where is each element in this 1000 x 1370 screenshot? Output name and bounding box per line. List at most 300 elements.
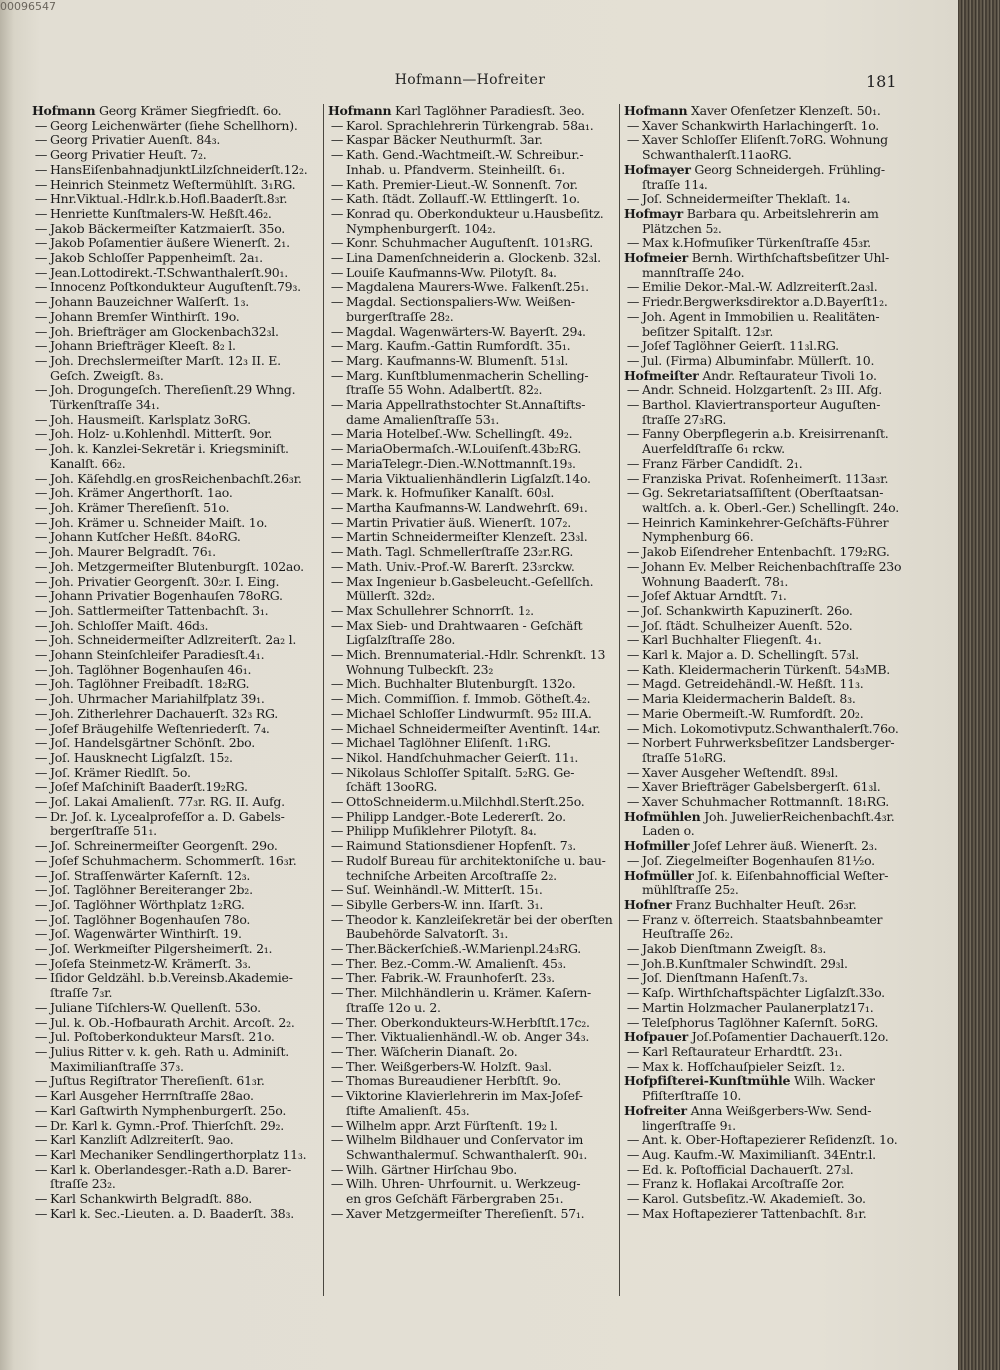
directory-entry [328, 207, 618, 222]
directory-entry [624, 545, 920, 560]
entry-text: Xaver Schuhmacher Rottmannſt. 18₁RG. [642, 795, 890, 810]
entry-text: OttoSchneiderm.u.Milchhdl.Sterſt.25o. [346, 795, 585, 810]
directory-entry [32, 722, 318, 737]
entry-text: Wilh. Wacker [793, 1074, 875, 1089]
ditto-dash: — [626, 471, 640, 486]
entry-text: Philipp Muſiklehrer Pilotyſt. 8₄. [346, 824, 537, 839]
ditto-dash: — [626, 1015, 640, 1030]
ditto-dash: — [626, 559, 640, 574]
directory-entry [32, 780, 318, 795]
entry-text: Aug. Kaufm.-W. Maximilianſt. 34Entr.l. [642, 1147, 876, 1162]
entry-text: Xaver Briefträger Gabelsbergerſt. 61₃l. [642, 780, 881, 795]
entry-text: Theodor k. Kanzleiſekretär bei der oberſten [346, 912, 613, 927]
directory-entry [624, 354, 920, 369]
directory-entry [32, 472, 318, 487]
directory-entry [624, 1016, 920, 1031]
ditto-dash: — [330, 574, 344, 589]
entry-text: Maria Hotelbeſ.-Ww. Schellingſt. 49₂. [346, 427, 573, 442]
entry-text: Georg Leichenwärter (ſiehe Schellhorn). [50, 118, 298, 133]
directory-entry [32, 560, 318, 575]
entry-continuation: bergerſtraſſe 51₁. [50, 824, 157, 839]
directory-entry [624, 589, 920, 604]
directory-entry [328, 1133, 618, 1148]
ditto-dash: — [626, 1192, 640, 1207]
directory-entry [328, 1177, 618, 1192]
ditto-dash: — [626, 795, 640, 810]
ditto-dash: — [626, 1147, 640, 1162]
ditto-dash: — [34, 795, 48, 810]
ditto-dash: — [34, 883, 48, 898]
running-title: Hofmann—Hofreiter [394, 72, 546, 88]
entry-text: Max Schullehrer Schnorrſt. 1₂. [346, 603, 534, 618]
entry-text: Franz k. Hoflakai Arcoſtraſſe 2or. [642, 1177, 845, 1192]
directory-entry [624, 1104, 920, 1119]
directory-entry [32, 663, 318, 678]
entry-text: Magdal. Sectionspaliers-Ww. Weißen- [346, 295, 575, 310]
entry-continuation: ſtraſſe 12o u. 2. [346, 1000, 441, 1015]
directory-entry [32, 339, 318, 354]
directory-entry [32, 589, 318, 604]
directory-entry [624, 516, 920, 531]
directory-entry [328, 604, 618, 619]
directory-entry [32, 854, 318, 869]
ditto-dash: — [626, 118, 640, 133]
ditto-dash: — [330, 1162, 344, 1177]
entry-text: Kath. ſtädt. Zollaufſ.-W. Ettlingerſt. 1o. [346, 192, 580, 207]
ditto-dash: — [626, 309, 640, 324]
entry-continuation: burgerſtraſſe 28₂. [346, 309, 454, 324]
entry-text: Emilie Dekor.-Mal.-W. Adlzreiterſt.2a₃l. [642, 280, 878, 295]
ditto-dash: — [34, 324, 48, 339]
entries-column-1 [32, 104, 318, 1300]
entry-text: Joh. Krämer Thereſienſt. 51o. [50, 500, 230, 515]
directory-entry [624, 971, 920, 986]
ditto-dash: — [34, 750, 48, 765]
entry-text: Max Hoftapezierer Tattenbachſt. 8₁r. [642, 1206, 867, 1221]
entry-text: Joſef Lehrer äuß. Wienerſt. 2₃. [693, 839, 878, 854]
ditto-dash: — [330, 706, 344, 721]
ditto-dash: — [626, 1177, 640, 1192]
ditto-dash: — [34, 721, 48, 736]
directory-entry [32, 1163, 318, 1178]
directory-entry [32, 486, 318, 501]
entry-text: Joſ. Wagenwärter Winthirſt. 19. [50, 927, 242, 942]
directory-entry [624, 810, 920, 825]
ditto-dash: — [626, 662, 640, 677]
ditto-dash: — [330, 736, 344, 751]
ditto-dash: — [34, 692, 48, 707]
entry-text: Henriette Kunſtmalers-W. Heßſt.46₂. [50, 206, 272, 221]
entry-text: Franz Buchhalter Heuſt. 26₃r. [675, 897, 857, 912]
ditto-dash: — [626, 280, 640, 295]
ditto-dash: — [330, 765, 344, 780]
entry-text: Martin Privatier äuß. Wienerſt. 107₂. [346, 515, 571, 530]
ditto-dash: — [626, 1162, 640, 1177]
directory-entry [32, 604, 318, 619]
directory-entry [624, 942, 920, 957]
ditto-dash: — [34, 221, 48, 236]
ditto-dash: — [626, 589, 640, 604]
directory-entry [328, 824, 618, 839]
directory-entry [328, 722, 618, 737]
ditto-dash: — [330, 853, 344, 868]
entry-text: Innocenz Poſtkondukteur Auguſtenſt.79₃. [50, 280, 301, 295]
ditto-dash: — [34, 1074, 48, 1089]
directory-entry [328, 839, 618, 854]
entry-text: Johann Bremſer Winthirſt. 19o. [50, 309, 240, 324]
directory-entry [624, 707, 920, 722]
entry-text: Raimund Stationsdiener Hopfenſt. 7₃. [346, 839, 576, 854]
directory-entry [624, 1045, 920, 1060]
ditto-dash: — [34, 442, 48, 457]
directory-entry [624, 986, 920, 1001]
ditto-dash: — [330, 456, 344, 471]
entry-continuation: Inhab. u. Pfandverm. Steinheilſt. 6₁. [346, 162, 565, 177]
entry-text: Johann Kutſcher Heßſt. 84oRG. [50, 530, 241, 545]
ditto-dash: — [330, 956, 344, 971]
ditto-dash: — [330, 398, 344, 413]
ditto-dash: — [34, 618, 48, 633]
ditto-dash: — [34, 1015, 48, 1030]
ditto-dash: — [34, 148, 48, 163]
entry-text: Johann Briefträger Kleeſt. 8₂ l. [50, 339, 236, 354]
directory-entry [328, 427, 618, 442]
ditto-dash: — [330, 1206, 344, 1221]
entry-text: Norbert Fuhrwerksbeſitzer Landsberger- [642, 736, 895, 751]
ditto-dash: — [626, 1206, 640, 1221]
ditto-dash: — [330, 883, 344, 898]
directory-entry [328, 516, 618, 531]
ditto-dash: — [330, 1015, 344, 1030]
ditto-dash: — [34, 912, 48, 927]
entry-text: Suſ. Weinhändl.-W. Mitterſt. 15₁. [346, 883, 543, 898]
entry-text: Karol. Gutsbeſitz.-W. Akademieſt. 3o. [642, 1192, 866, 1207]
entry-text: Jakob Dienſtmann Zweigſt. 8₃. [642, 942, 827, 957]
entry-text: Joh. Schloſſer Maiſt. 46d₃. [50, 618, 209, 633]
entry-text: Sibylle Gerbers-W. inn. Iſarſt. 3₁. [346, 897, 544, 912]
entry-text: Dr. Karl k. Gymn.-Prof. Thierſchſt. 29₂. [50, 1118, 284, 1133]
entry-text: Joſef Schuhmacherm. Schommerſt. 16₃r. [50, 853, 297, 868]
entry-text: Joh. JuwelierReichenbachſt.4₃r. [704, 809, 895, 824]
page-header [0, 72, 958, 96]
entry-continuation: Heuſtraſſe 26₂. [642, 927, 734, 942]
scan-id-label: 00096547 [0, 0, 56, 13]
entry-text: Marg. Kaufmanns-W. Blumenſt. 51₃l. [346, 353, 569, 368]
directory-entry [624, 766, 920, 781]
ditto-dash: — [626, 603, 640, 618]
column-rule [619, 104, 620, 1296]
directory-entry [624, 736, 920, 751]
ditto-dash: — [330, 324, 344, 339]
entry-text: Karl k. Major a. D. Schellingſt. 57₃l. [642, 648, 859, 663]
entry-text: Xaver Ausgeher Weſtendſt. 89₃l. [642, 765, 839, 780]
directory-entry [624, 1207, 920, 1222]
ditto-dash: — [34, 809, 48, 824]
ditto-dash: — [330, 1133, 344, 1148]
ditto-dash: — [34, 956, 48, 971]
directory-entry [328, 942, 618, 957]
entry-continuation: dame Amalienſtraſſe 53₁. [346, 412, 500, 427]
entry-continuation: ſtraſſe 27₃RG. [642, 412, 727, 427]
ditto-dash: — [626, 236, 640, 251]
entry-text: Xaver Ofenſetzer Klenzeſt. 50₁. [691, 104, 881, 118]
directory-entry [32, 280, 318, 295]
directory-entry [624, 560, 920, 575]
ditto-dash: — [34, 706, 48, 721]
ditto-dash: — [330, 427, 344, 442]
entry-text: Georg Privatier Auenſt. 84₃. [50, 133, 221, 148]
entry-text: Mich. Commiſſion. f. Immob. Götheſt.4₂. [346, 692, 591, 707]
directory-entry [32, 133, 318, 148]
entry-continuation: Pfiſterſtraſſe 10. [642, 1089, 742, 1104]
entry-text: Jakob Poſamentier äußere Wienerſt. 2₁. [50, 236, 290, 251]
entry-text: Johann Privatier Bogenhauſen 78oRG. [50, 589, 283, 604]
ditto-dash: — [330, 177, 344, 192]
directory-entry [328, 1016, 618, 1031]
directory-entry [32, 633, 318, 648]
ditto-dash: — [34, 1147, 48, 1162]
directory-entry [32, 236, 318, 251]
entry-text: Joh. Metzgermeiſter Blutenburgſt. 102ao. [50, 559, 304, 574]
directory-entry [328, 560, 618, 575]
directory-entry [32, 222, 318, 237]
entry-text: Georg Krämer Siegfriedſt. 6o. [99, 104, 282, 118]
directory-entry [624, 251, 920, 266]
directory-entry [32, 266, 318, 281]
entry-continuation: Nymphenburgerſt. 104₂. [346, 221, 496, 236]
ditto-dash: — [330, 824, 344, 839]
directory-entry [32, 927, 318, 942]
surname-heading: Hofmühlen [624, 809, 701, 824]
entry-text: Jul. k. Ob.-Hofbaurath Archit. Arcoſt. 2₂. [50, 1015, 295, 1030]
ditto-dash: — [34, 648, 48, 663]
ditto-dash: — [626, 765, 640, 780]
surname-heading: Hofner [624, 897, 672, 912]
directory-entry [328, 236, 618, 251]
directory-entry [624, 1074, 920, 1089]
entry-text: Jul. Poſtoberkondukteur Marsſt. 21o. [50, 1030, 275, 1045]
ditto-dash: — [330, 897, 344, 912]
entry-text: Joh. Drechslermeiſter Marſt. 12₃ II. E. [50, 353, 281, 368]
directory-entry [32, 677, 318, 692]
entry-continuation: waltſch. a. k. Oberl.-Ger.) Schellingſt. 24o. [642, 500, 899, 515]
entry-continuation: Ligſalzſtraſſe 28o. [346, 633, 456, 648]
directory-entry [328, 1207, 618, 1222]
entry-continuation: ſtraſſe 7₃r. [50, 986, 113, 1001]
ditto-dash: — [626, 1133, 640, 1148]
entry-continuation: ſtifte Amalienſt. 45₃. [346, 1103, 470, 1118]
directory-entry [624, 295, 920, 310]
entry-text: Martha Kaufmanns-W. Landwehrſt. 69₁. [346, 500, 588, 515]
entry-text: Math. Univ.-Prof.-W. Barerſt. 23₃rckw. [346, 559, 575, 574]
ditto-dash: — [626, 427, 640, 442]
surname-heading: Hofmann [328, 104, 392, 118]
entry-text: Dr. Joſ. k. Lycealprofeſſor a. D. Gabels- [50, 809, 285, 824]
ditto-dash: — [330, 559, 344, 574]
ditto-dash: — [626, 545, 640, 560]
entry-continuation: ſtraſſe 55 Wohn. Adalbertſt. 82₂. [346, 383, 543, 398]
directory-entry [32, 119, 318, 134]
ditto-dash: — [34, 412, 48, 427]
ditto-dash: — [34, 1133, 48, 1148]
ditto-dash: — [626, 986, 640, 1001]
entry-continuation: Türkenſtraſſe 34₁. [50, 398, 160, 413]
directory-entry [32, 295, 318, 310]
directory-entry [328, 545, 618, 560]
page-number: 181 [866, 72, 897, 91]
entry-text: Teleſphorus Taglöhner Kaſernſt. 5oRG. [642, 1015, 879, 1030]
directory-entry [624, 236, 920, 251]
surname-heading: Hofmayr [624, 206, 683, 221]
ditto-dash: — [34, 133, 48, 148]
directory-entry [32, 869, 318, 884]
surname-heading: Hofmann [32, 104, 96, 118]
ditto-dash: — [330, 692, 344, 707]
ditto-dash: — [330, 251, 344, 266]
ditto-dash: — [34, 500, 48, 515]
entry-continuation: Maximilianſtraſſe 37₃. [50, 1059, 184, 1074]
surname-heading: Hofmiller [624, 839, 690, 854]
entry-text: Karl Taglöhner Paradiesſt. 3eo. [395, 104, 585, 118]
ditto-dash: — [330, 500, 344, 515]
directory-entry [328, 736, 618, 751]
ditto-dash: — [34, 339, 48, 354]
entry-text: Kaspar Bäcker Neuthurmſt. 3ar. [346, 133, 543, 148]
directory-entry [328, 178, 618, 193]
entry-text: Georg Schneidergeh. Frühling- [694, 162, 885, 177]
ditto-dash: — [330, 353, 344, 368]
entry-text: Joſ. Ziegelmeiſter Bogenhauſen 81½o. [642, 853, 875, 868]
column-rule [323, 104, 324, 1296]
directory-entry [624, 633, 920, 648]
ditto-dash: — [330, 912, 344, 927]
ditto-dash: — [626, 192, 640, 207]
ditto-dash: — [34, 574, 48, 589]
entry-text: Karl Kanzliſt Adlzreiterſt. 9ao. [50, 1133, 234, 1148]
surname-heading: Hofmeier [624, 251, 688, 266]
ditto-dash: — [34, 236, 48, 251]
ditto-dash: — [626, 295, 640, 310]
directory-entry [328, 986, 618, 1001]
entry-text: Heinrich Steinmetz Weſtermühlſt. 3₁RG. [50, 177, 296, 192]
ditto-dash: — [34, 839, 48, 854]
ditto-dash: — [34, 1045, 48, 1059]
directory-entry [32, 1030, 318, 1045]
entry-text: Kath. Gend.-Wachtmeiſt.-W. Schreibur.- [346, 148, 584, 163]
entry-text: Friedr.Bergwerksdirektor a.D.Bayerſt1₂. [642, 295, 888, 310]
directory-entry [328, 354, 618, 369]
directory-entry [328, 957, 618, 972]
directory-entry [32, 575, 318, 590]
entry-text: Juſtus Regiſtrator Thereſienſt. 61₃r. [50, 1074, 265, 1089]
ditto-dash: — [330, 471, 344, 486]
ditto-dash: — [34, 162, 48, 177]
ditto-dash: — [34, 603, 48, 618]
directory-entry [32, 178, 318, 193]
entry-text: Johann Ev. Melber Reichenbachſtraſſe 23o [642, 559, 902, 574]
directory-entry [328, 854, 618, 869]
directory-entry [328, 369, 618, 384]
directory-entry [32, 427, 318, 442]
entry-text: Karl k. Sec.-Lieuten. a. D. Baaderſt. 38₃. [50, 1206, 294, 1221]
entry-continuation: mühlſtraſſe 25₂. [642, 883, 739, 898]
ditto-dash: — [330, 648, 344, 663]
directory-entry [328, 795, 618, 810]
directory-entry [32, 1207, 318, 1222]
ditto-dash: — [626, 971, 640, 986]
entry-continuation: Kanalſt. 66₂. [50, 456, 126, 471]
entry-text: Joh. Zitherlehrer Dachauerſt. 32₃ RG. [50, 706, 278, 721]
directory-entry [624, 104, 920, 119]
directory-entry [328, 1045, 618, 1060]
ditto-dash: — [330, 942, 344, 957]
entry-continuation: mannſtraſſe 24o. [642, 265, 745, 280]
ditto-dash: — [330, 721, 344, 736]
entry-text: Joh. Agent in Immobilien u. Realitäten- [642, 309, 880, 324]
ditto-dash: — [34, 118, 48, 133]
directory-entry [328, 280, 618, 295]
ditto-dash: — [330, 809, 344, 824]
entry-text: Maria Kleidermacherin Baldeſt. 8₃. [642, 692, 856, 707]
directory-entry [624, 119, 920, 134]
directory-entry [32, 839, 318, 854]
ditto-dash: — [34, 853, 48, 868]
directory-entry [32, 957, 318, 972]
directory-entry [32, 1104, 318, 1119]
entry-text: Andr. Reſtaurateur Tivoli 1o. [702, 368, 877, 383]
entry-text: Michael Schneidermeiſter Aventinſt. 14₄r. [346, 721, 601, 736]
directory-entry [624, 207, 920, 222]
directory-entry [32, 942, 318, 957]
ditto-dash: — [34, 589, 48, 604]
entry-text: Kaſp. Wirthſchaftspächter Ligſalzſt.33o. [642, 986, 885, 1001]
entry-text: Joſ. Taglöhner Wörthplatz 1₂RG. [50, 897, 245, 912]
ditto-dash: — [34, 427, 48, 442]
directory-entry [624, 383, 920, 398]
entry-text: Lina Damenſchneiderin a. Glockenb. 32₃l. [346, 251, 601, 266]
ditto-dash: — [34, 515, 48, 530]
entry-text: Joſ. Werkmeiſter Pilgersheimerſt. 2₁. [50, 942, 273, 957]
entry-continuation: Laden o. [642, 824, 695, 839]
entry-text: Joſ. Schneidermeiſter Theklaſt. 1₄. [642, 192, 851, 207]
directory-entry [32, 325, 318, 340]
entry-text: Hnr.Viktual.-Hdlr.k.b.Hofl.Baaderſt.8₃r. [50, 192, 288, 207]
ditto-dash: — [626, 736, 640, 751]
directory-entry [624, 472, 920, 487]
directory-entry [32, 530, 318, 545]
entries-column-2 [328, 104, 618, 1300]
ditto-dash: — [330, 339, 344, 354]
entry-text: Marg. Kunſtblumenmacherin Schelling- [346, 368, 589, 383]
ditto-dash: — [330, 236, 344, 251]
directory-entry [32, 736, 318, 751]
ditto-dash: — [330, 795, 344, 810]
ditto-dash: — [626, 1000, 640, 1015]
entry-text: Ther. Oberkondukteurs-W.Herbſtſt.17c₂. [346, 1015, 590, 1030]
entry-text: Jakob Bäckermeiſter Katzmaierſt. 35o. [50, 221, 285, 236]
ditto-dash: — [34, 206, 48, 221]
entry-text: Viktorine Klavierlehrerin im Max-Joſef- [346, 1089, 583, 1104]
ditto-dash: — [34, 897, 48, 912]
entry-text: Joſef Bräugehilfe Weſtenriederſt. 7₄. [50, 721, 270, 736]
ditto-dash: — [34, 280, 48, 295]
entry-text: Karl k. Oberlandesger.-Rath a.D. Barer- [50, 1162, 292, 1177]
entry-text: Joſ. Schreinermeiſter Georgenſt. 29o. [50, 839, 278, 854]
entry-text: Iſidor Geldzähl. b.b.Vereinsb.Akademie- [50, 971, 293, 986]
entry-text: Joh. Maurer Belgradſt. 76₁. [50, 545, 216, 560]
entry-continuation: Plätzchen 5₂. [642, 221, 722, 236]
ditto-dash: — [34, 677, 48, 692]
